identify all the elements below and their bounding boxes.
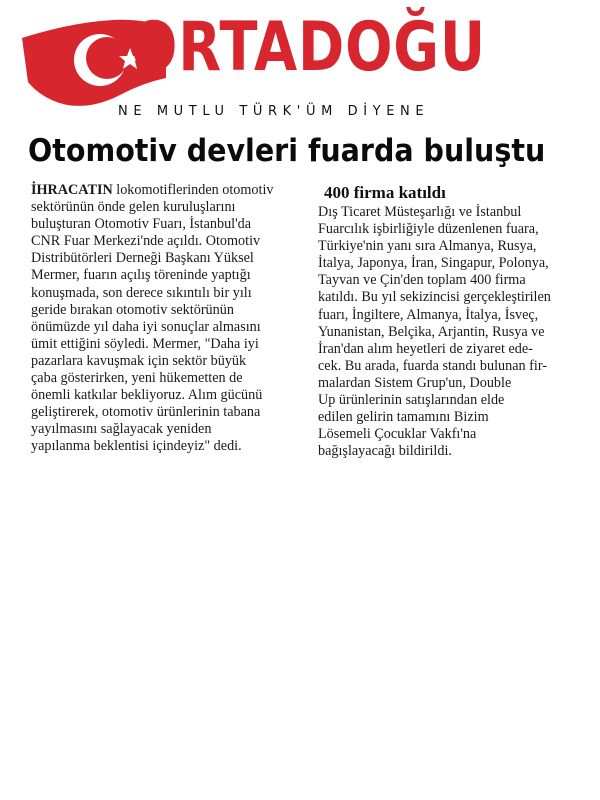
newspaper-name: ORTADOĞU <box>130 8 486 87</box>
body-line: CNR Fuar Merkezi'nde açıldı. Otomotiv <box>31 233 261 250</box>
body-line: edilen gelirin tamamını Bizim <box>318 409 489 426</box>
body-line: İHRACATIN lokomotiflerinden otomotiv <box>31 182 274 198</box>
body-line: malardan Sistem Grup'un, Double <box>318 374 512 391</box>
body-line: Dış Ticaret Müsteşarlığı ve İstanbul <box>318 204 522 220</box>
body-line: önümüzde yıl daha iyi sonuçlar almasını <box>31 318 261 335</box>
body-line: Türkiye'nin yanı sıra Almanya, Rusya, <box>318 238 537 255</box>
body-line: fuarı, İngiltere, Almanya, İtalya, İsveç, <box>318 306 539 323</box>
lead-word: İHRACATIN <box>31 182 113 198</box>
body-line: katıldı. Bu yıl sekizincisi gerçekleştirilen <box>318 289 551 306</box>
body-line: İran'dan alım heyetleri de ziyaret ede- <box>318 340 533 357</box>
body-line: yayılmasını sağlayacak yeniden <box>31 421 212 438</box>
body-line: İtalya, Japonya, İran, Singapur, Polonya, <box>318 255 549 272</box>
body-line: Lösemeli Çocuklar Vakfı'na <box>318 426 477 443</box>
body-line: geride bırakan otomotiv sektörünün <box>31 301 234 318</box>
body-line: Tayvan ve Çin'den toplam 400 firma <box>318 272 526 289</box>
body-line: konuşmada, son derece sıkıntılı bir yılı <box>31 284 252 301</box>
body-line: Up ürünlerinin satışlarından elde <box>318 392 505 409</box>
body-line: çaba gösterirken, yeni hükemetten de <box>31 370 243 387</box>
body-line: önemli katkılar bekliyoruz. Alım gücünü <box>31 387 263 404</box>
body-line: Mermer, fuarın açılış töreninde yaptığı <box>31 267 251 284</box>
body-line: geliştirerek, otomotiv ürünlerinin tabana <box>31 404 261 421</box>
article-right-column <box>318 204 584 460</box>
body-line: sektörünün önde gelen kuruluşlarını <box>31 199 236 216</box>
body-line: buluşturan Otomotiv Fuarı, İstanbul'da <box>31 216 252 233</box>
body-line: bağışlayacağı bildirildi. <box>318 443 452 460</box>
article-left-column <box>31 182 285 456</box>
body-line: Distribütörleri Derneği Başkanı Yüksel <box>31 250 254 267</box>
article-subheading: 400 firma katıldı <box>324 183 446 202</box>
body-line: yapılanma beklentisi içindeyiz" dedi. <box>31 438 242 455</box>
body-line: Fuarcılık işbirliğiyle düzenlenen fuara, <box>318 221 539 238</box>
body-line: cek. Bu arada, fuarda standı bulunan fir- <box>318 357 547 374</box>
article-headline: Otomotiv devleri fuarda buluştu <box>28 133 546 169</box>
body-line: Yunanistan, Belçika, Arjantin, Rusya ve <box>318 323 545 340</box>
body-line: pazarlara kavuşmak için sektör büyük <box>31 352 247 369</box>
masthead <box>0 0 600 125</box>
body-line: ümit ettiğini söyledi. Mermer, "Daha iyi <box>31 335 259 352</box>
newspaper-motto: NE MUTLU TÜRK'ÜM DİYENE <box>118 104 430 119</box>
